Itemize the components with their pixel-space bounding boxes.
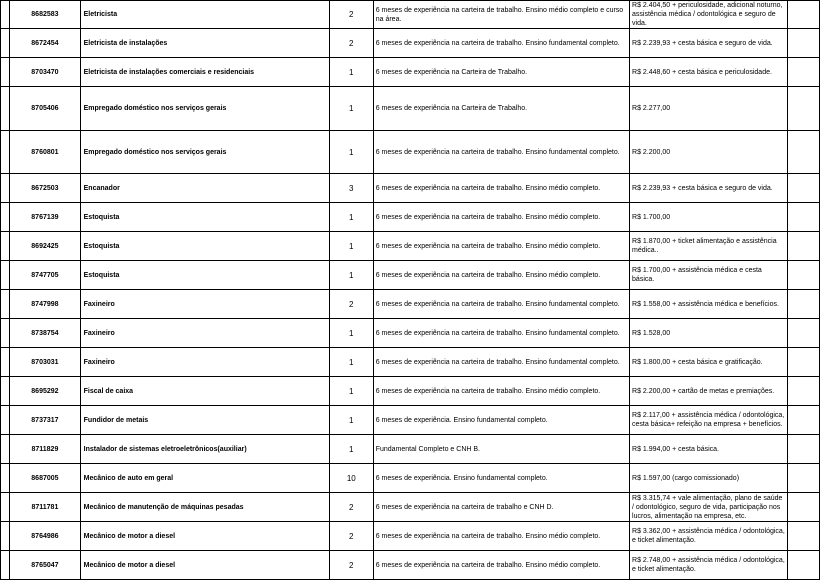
job-code-cell: 8703470 <box>10 58 80 87</box>
row-margin-cell <box>1 348 10 377</box>
table-row <box>1 522 820 551</box>
row-margin-cell <box>1 87 10 131</box>
table-row <box>1 435 820 464</box>
salary-cell: R$ 1.597,00 (cargo comissionado) <box>630 464 788 493</box>
row-margin-cell <box>1 551 10 580</box>
row-margin-cell <box>1 290 10 319</box>
job-code-cell: 8687005 <box>10 464 80 493</box>
vacancies-cell: 2 <box>329 29 373 58</box>
job-code-cell: 8760801 <box>10 131 80 174</box>
row-end-cell <box>788 319 820 348</box>
job-code-cell: 8747998 <box>10 290 80 319</box>
job-code-cell: 8765047 <box>10 551 80 580</box>
salary-cell: R$ 1.528,00 <box>630 319 788 348</box>
table-row <box>1 58 820 87</box>
job-title-cell: Mecânico de motor a diesel <box>80 551 329 580</box>
vacancies-cell: 1 <box>329 232 373 261</box>
vacancies-cell: 2 <box>329 522 373 551</box>
job-title-cell: Faxineiro <box>80 319 329 348</box>
table-row <box>1 551 820 580</box>
row-margin-cell <box>1 464 10 493</box>
job-code-cell: 8738754 <box>10 319 80 348</box>
row-end-cell <box>788 232 820 261</box>
row-margin-cell <box>1 522 10 551</box>
job-code-cell: 8711829 <box>10 435 80 464</box>
vacancies-cell: 1 <box>329 203 373 232</box>
row-margin-cell <box>1 174 10 203</box>
job-code-cell: 8692425 <box>10 232 80 261</box>
vacancies-cell: 2 <box>329 290 373 319</box>
row-end-cell <box>788 1 820 29</box>
salary-cell: R$ 1.700,00 <box>630 203 788 232</box>
table-body <box>1 1 820 580</box>
job-title-cell: Estoquista <box>80 261 329 290</box>
requirements-cell: 6 meses de experiência na Carteira de Trabalho. <box>373 87 629 131</box>
row-margin-cell <box>1 58 10 87</box>
job-title-cell: Mecânico de manutenção de máquinas pesadas <box>80 493 329 522</box>
row-margin-cell <box>1 406 10 435</box>
salary-cell: R$ 1.558,00 + assistência médica e benefícios. <box>630 290 788 319</box>
requirements-cell: 6 meses de experiência na carteira de trabalho. Ensino médio completo. <box>373 232 629 261</box>
row-margin-cell <box>1 377 10 406</box>
row-margin-cell <box>1 435 10 464</box>
salary-cell: R$ 1.700,00 + assistência médica e cesta básica. <box>630 261 788 290</box>
salary-cell: R$ 2.404,50 + periculosidade, adicional noturno, assistência médica / odontológica e seguro de vida. <box>630 1 788 29</box>
job-title-cell: Fiscal de caixa <box>80 377 329 406</box>
job-code-cell: 8703031 <box>10 348 80 377</box>
vacancies-cell: 1 <box>329 87 373 131</box>
job-title-cell: Estoquista <box>80 232 329 261</box>
row-margin-cell <box>1 232 10 261</box>
requirements-cell: 6 meses de experiência na carteira de trabalho. Ensino fundamental completo. <box>373 131 629 174</box>
vacancies-cell: 3 <box>329 174 373 203</box>
salary-cell: R$ 2.117,00 + assistência médica / odontológica, cesta básica+ refeição na empresa + benefícios. <box>630 406 788 435</box>
vacancies-cell: 1 <box>329 435 373 464</box>
job-title-cell: Instalador de sistemas eletroeletrônicos(auxiliar) <box>80 435 329 464</box>
row-end-cell <box>788 435 820 464</box>
vacancies-cell: 1 <box>329 58 373 87</box>
job-title-cell: Mecânico de motor a diesel <box>80 522 329 551</box>
vacancies-cell: 2 <box>329 493 373 522</box>
row-end-cell <box>788 551 820 580</box>
table-row <box>1 203 820 232</box>
job-code-cell: 8764986 <box>10 522 80 551</box>
row-margin-cell <box>1 203 10 232</box>
requirements-cell: 6 meses de experiência na carteira de trabalho e CNH D. <box>373 493 629 522</box>
salary-cell: R$ 2.448,60 + cesta básica e periculosidade. <box>630 58 788 87</box>
job-title-cell: Mecânico de auto em geral <box>80 464 329 493</box>
salary-cell: R$ 1.800,00 + cesta básica e gratificação. <box>630 348 788 377</box>
vacancies-cell: 1 <box>329 348 373 377</box>
salary-cell: R$ 2.200,00 + cartão de metas e premiações. <box>630 377 788 406</box>
row-margin-cell <box>1 1 10 29</box>
row-end-cell <box>788 406 820 435</box>
table-row <box>1 261 820 290</box>
job-title-cell: Faxineiro <box>80 290 329 319</box>
row-end-cell <box>788 203 820 232</box>
row-end-cell <box>788 348 820 377</box>
requirements-cell: 6 meses de experiência na carteira de trabalho. Ensino médio completo. <box>373 377 629 406</box>
row-end-cell <box>788 464 820 493</box>
job-code-cell: 8682583 <box>10 1 80 29</box>
row-end-cell <box>788 493 820 522</box>
salary-cell: R$ 2.239,93 + cesta básica e seguro de vida. <box>630 29 788 58</box>
requirements-cell: 6 meses de experiência na carteira de trabalho. Ensino médio completo. <box>373 174 629 203</box>
vacancies-cell: 10 <box>329 464 373 493</box>
requirements-cell: 6 meses de experiência na carteira de trabalho. Ensino médio completo. <box>373 522 629 551</box>
job-code-cell: 8711781 <box>10 493 80 522</box>
requirements-cell: 6 meses de experiência na carteira de trabalho. Ensino fundamental completo. <box>373 290 629 319</box>
row-end-cell <box>788 87 820 131</box>
requirements-cell: 6 meses de experiência. Ensino fundamental completo. <box>373 406 629 435</box>
table-row <box>1 1 820 29</box>
table-row <box>1 131 820 174</box>
job-title-cell: Estoquista <box>80 203 329 232</box>
table-row <box>1 232 820 261</box>
requirements-cell: 6 meses de experiência na Carteira de Trabalho. <box>373 58 629 87</box>
requirements-cell: 6 meses de experiência na carteira de trabalho. Ensino médio completo. <box>373 261 629 290</box>
row-margin-cell <box>1 29 10 58</box>
row-end-cell <box>788 261 820 290</box>
table-row <box>1 174 820 203</box>
vacancies-cell: 2 <box>329 1 373 29</box>
job-code-cell: 8737317 <box>10 406 80 435</box>
table-row <box>1 319 820 348</box>
vacancies-cell: 1 <box>329 377 373 406</box>
table-row <box>1 348 820 377</box>
salary-cell: R$ 1.994,00 + cesta básica. <box>630 435 788 464</box>
table-row <box>1 406 820 435</box>
job-title-cell: Eletricista <box>80 1 329 29</box>
salary-cell: R$ 1.870,00 + ticket alimentação e assistência médica.. <box>630 232 788 261</box>
salary-cell: R$ 2.200,00 <box>630 131 788 174</box>
job-title-cell: Eletricista de instalações <box>80 29 329 58</box>
requirements-cell: 6 meses de experiência na carteira de trabalho. Ensino fundamental completo. <box>373 319 629 348</box>
job-title-cell: Eletricista de instalações comerciais e residenciais <box>80 58 329 87</box>
row-end-cell <box>788 522 820 551</box>
job-title-cell: Empregado doméstico nos serviços gerais <box>80 87 329 131</box>
row-margin-cell <box>1 261 10 290</box>
table-row <box>1 29 820 58</box>
requirements-cell: 6 meses de experiência na carteira de trabalho. Ensino médio completo. <box>373 203 629 232</box>
vacancies-cell: 1 <box>329 131 373 174</box>
table-row <box>1 87 820 131</box>
row-end-cell <box>788 29 820 58</box>
requirements-cell: Fundamental Completo e CNH B. <box>373 435 629 464</box>
job-code-cell: 8767139 <box>10 203 80 232</box>
row-margin-cell <box>1 131 10 174</box>
table-row <box>1 464 820 493</box>
requirements-cell: 6 meses de experiência na carteira de trabalho. Ensino médio completo. <box>373 551 629 580</box>
vacancies-cell: 1 <box>329 319 373 348</box>
row-end-cell <box>788 377 820 406</box>
vacancies-cell: 1 <box>329 406 373 435</box>
job-title-cell: Encanador <box>80 174 329 203</box>
salary-cell: R$ 3.362,00 + assistência médica / odontológica, e ticket alimentação. <box>630 522 788 551</box>
requirements-cell: 6 meses de experiência na carteira de trabalho. Ensino médio completo e curso na área. <box>373 1 629 29</box>
salary-cell: R$ 3.315,74 + vale alimentação, plano de saúde / odontológico, seguro de vida, participação nos lucros, alimentação na empresa, etc. <box>630 493 788 522</box>
job-code-cell: 8695292 <box>10 377 80 406</box>
salary-cell: R$ 2.748,00 + assistência médica / odontológica, e ticket alimentação. <box>630 551 788 580</box>
vacancies-cell: 1 <box>329 261 373 290</box>
salary-cell: R$ 2.277,00 <box>630 87 788 131</box>
job-code-cell: 8672503 <box>10 174 80 203</box>
requirements-cell: 6 meses de experiência. Ensino fundamental completo. <box>373 464 629 493</box>
requirements-cell: 6 meses de experiência na carteira de trabalho. Ensino fundamental completo. <box>373 348 629 377</box>
salary-cell: R$ 2.239,93 + cesta básica e seguro de vida. <box>630 174 788 203</box>
row-margin-cell <box>1 319 10 348</box>
table-row <box>1 290 820 319</box>
row-end-cell <box>788 290 820 319</box>
job-code-cell: 8672454 <box>10 29 80 58</box>
row-end-cell <box>788 174 820 203</box>
job-code-cell: 8705406 <box>10 87 80 131</box>
requirements-cell: 6 meses de experiência na carteira de trabalho. Ensino fundamental completo. <box>373 29 629 58</box>
table-row <box>1 493 820 522</box>
job-title-cell: Faxineiro <box>80 348 329 377</box>
row-margin-cell <box>1 493 10 522</box>
table-row <box>1 377 820 406</box>
vacancies-cell: 2 <box>329 551 373 580</box>
row-end-cell <box>788 131 820 174</box>
row-end-cell <box>788 58 820 87</box>
job-title-cell: Empregado doméstico nos serviços gerais <box>80 131 329 174</box>
job-code-cell: 8747705 <box>10 261 80 290</box>
job-title-cell: Fundidor de metais <box>80 406 329 435</box>
